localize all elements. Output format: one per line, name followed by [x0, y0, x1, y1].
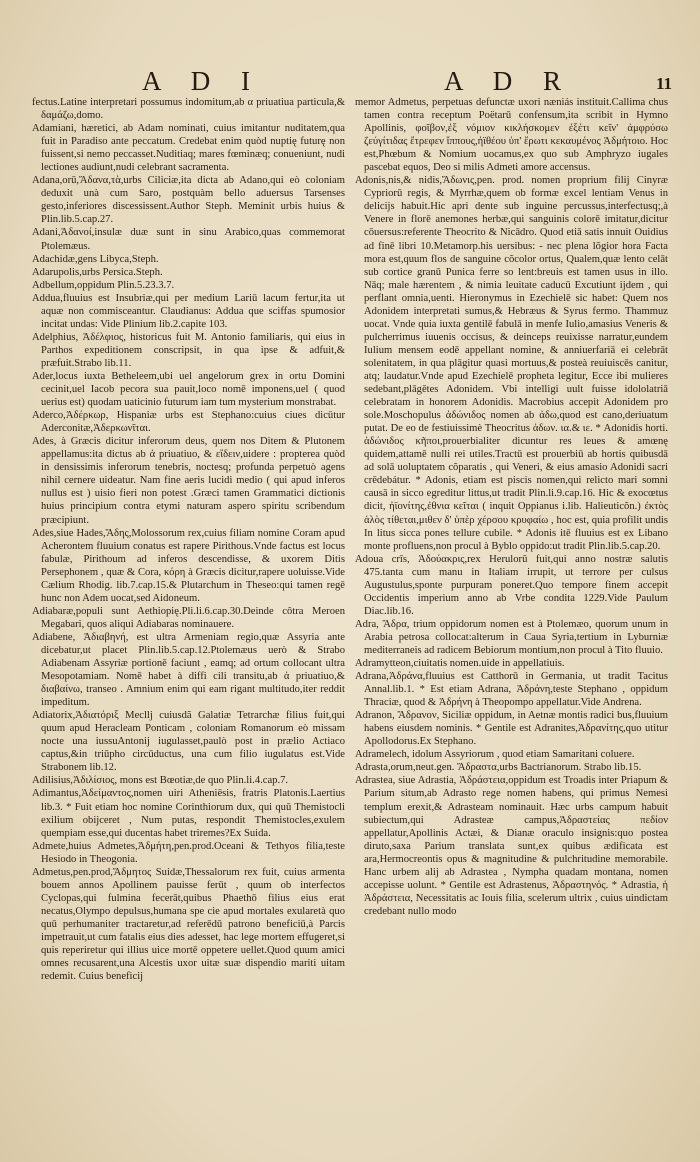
dictionary-entry: memor Admetus, perpetuas defunctæ uxori næniás instituit.Callima chus tamen contra receptum Poëtarū confensum,ita scribit in Hymno Apollinis, φοῖβον,ἐξ νόμιον κικλήσκομεν ἐξέτι κεῖν' ἀμφρύσω ζεύγίτιδας ἔτρεφεν ἵππους,ἠϊθέου ὑπ' ἔρωτι κεκαυμένος Ἀδμήτοιο. Hoc est,Phœbum & Nomium uocamus,ex quo sub Amphryzo iugales pascebat equos, Deo si milis Admeti amore accensus.	[355, 97, 668, 174]
right-column	[355, 96, 674, 1152]
dictionary-entry: Adilisius,Ἀδιλίσιος, mons est Bœotiæ,de quo Plin.li.4.cap.7.	[32, 775, 289, 787]
dictionary-entry: Adramelech, idolum Assyriorum , quod etiam Samaritani coluere.	[355, 749, 635, 761]
dictionary-entry: Adimantus,Ἀδείμαντος,nomen uiri Atheniēsis, fratris Platonis.Laertius lib.3. * Fuit etiam hoc nomine Corinthiorum dux, qui quū Themistocli exilium obijceret , Num putas, respondit Themistocles,exulem quempiam esse,qui ducentas habet triremes?Ex Suida.	[32, 788, 345, 839]
dictionary-entry: Adranon, Ἄδρανον, Siciliæ oppidum, in Aetnæ montis radici bus,fluuium habens eiusdem nominis. * Gentile est Adranites,Ἀδρανίτης,quo utitur Apollodorus.Ex Stephano.	[355, 710, 668, 748]
dictionary-entry: Adonis,nis,& nidis,Ἄδωνις,pen. prod. nomen proprium filij Cinyræ Cypriorū regis, & Myrrhæ,quem ob formæ excel lentiam Venus in delicijs habuit.Hic apri dente sub inguine percussus,interfectusq;,à Venere in florē anemones herbæ,qui sanguinis colorē imitatur,dicitur cōuersus:referente Theocrito & Nicādro. Quod etiā satis innuit Ouidius ad finē libri 10.Metamorp.his uersibus: - nec plena lõgior hora Facta mora est,quum flos de sanguine cõcolor ortus, Qualem,quæ lento celāt sub cortice granū Punica ferre so lent:breuis est tamen usus in illo. Nāq; male hærentem , & nimia leuitate caducū Excutiunt ijdem , qui perflant omnia,uenti. Hieronymus in Ezechielē sic habet: Quem nos Adonidem interpretati sumus,& Hebræus & Syrus fermo. Thammuz uocat. Vnde quia iuxta gentilē fabulā in menfe Iulio,amasius Veneris & pulcherrimus iuuenis occisus, & deinceps reuixisse narratur,eundem Iulium mensem eodē appellant nomine, & anniuerfariā ei celebrāt solenitatem, in qua plāgitur quasi mortuus,& posteà reuiuiscēs canitur, atq; laudatur.Vnde apud Ezechielē propheta legitur, Ecce ibi mulieres sedebant,plāgētes Adonidem. Vbi intelligi uult fuisse idololatriā celebratam in honorem Adonidis. Macrobius accepit Adonidem pro sole.Moschopulus ἀδώνιδος nomen ab ἀδω,quod est cano,deriuatum putat. De eo de festiuissimè Theocritus ἀδων. ια.& ιε. * Adonidis horti. ἀδώνιδος κῆποι,prouerbialiter dicuntur res leues & amœnę quidem,attamē nulli rei utiles.Tractū est prouerbiū ab hortis quibusdā ad solā uoluptatem cõparatis , qui Veneri, & eius amasio Adonidi sacri crēdebátur. * Adonis, etiam est piscis nomen,qui relicto mari somni causā in sicco egreditur littus,ut tradit Plin.li.9.cap.16. Hic & exocœtus dicit, ἠϊονίτης,ἐθνια κεῖται ( inquit Oppianus i.lib. Halieuticõn.) ἐκτὸς ἁλὸς τίθεται,μιθεν δ' ὑπὲρ χέρσου κρυφαίω , hoc est, quia profilit undis In litus sicca pones tellure cubile. * Adonis itē fluuius est ex Libano monte profluens,non procul à Byblo oppido:ut tradit Plin.lib.5.cap.20.	[355, 175, 668, 552]
dictionary-entry: Adra, Ἄδρα, trium oppidorum nomen est à Ptolemæo, quorum unum in Arabia petrosa collocat:alterum in Caua Syria,tertium in Lyburniæ mediterraneis ad radicem Bebiorum montium,non procul à Tito fluuio.	[355, 618, 668, 656]
page-number: 11	[655, 74, 672, 93]
dictionary-entry: Adachidæ,gens Libyca,Steph.	[32, 253, 159, 265]
dictionary-entry: fectus.Latine interpretari possumus indomitum,ab α priuatiua particula,& δαμάζω,domo.	[32, 97, 345, 122]
dictionary-entry: Ades, à Græcis dicitur inferorum deus, quem nos Ditem & Plutonem appellamus:ita dictus ab ἀ priuatiuo, & εἴδειν,uidere : propterea quòd in densissimis inferorum tenebris, noctesq; profunda perpetuò agens nihil cernere uideatur. Nam fine aeris lucidi medio ( qui apud inferos nullus est ) uisio fieri non potest .Græci tamen Grammatici dictionis huius principium contra etymi naturam aspero spiritu scribendum præcipiunt.	[32, 436, 345, 526]
left-column	[24, 96, 345, 1152]
dictionary-entry: Addua,fluuius est Insubriæ,qui per medium Lariū lacum fertur,ita ut aquæ non commisceantur. Claudianus: Addua que sciffas spumosior incitat undas: Vide Plinium lib.2.capite 103.	[32, 292, 345, 330]
left-heading: A D I	[142, 66, 262, 96]
dictionary-entry: Admetus,pen.prod,Ἄδμητος Suidæ,Thessalorum rex fuit, cuius armenta bouem annos Apollinem pauisse ferūt , quum ob interfectos Cyclopas,qui fulmina fecerāt,quibus Phaethō filius eius erat necatus,Olympo depulsus,humana spe cie apud mortales exularetà quo quū perhumaniter tractaretur,ad referēdū patrono beneficiū,à Parcis impetrauit,ut cum fatalis eius dies adesset, hac lege mortem effugeret,si quis reperiretur qui illius uice mortē oppetere uellet.Quod quum amici omnes recusarent,una Alcestis uxor uitæ suæ dispendio mariti uitam redemit. Cuius beneficij	[32, 866, 345, 983]
dictionary-entry: Adramytteon,ciuitatis nomen.uide in appellatiuis.	[355, 658, 565, 670]
dictionary-entry: Adrasta,orum,neut.gen. Ἄδραστα,urbs Bactrianorum. Strabo lib.15.	[355, 762, 642, 774]
dictionary-entry: Adoua crīs, Ἀδούακρις,rex Herulorū fuit,qui anno nostræ salutis 475.tanta cum manu in Italiam irrupit, ut terrore per culsus Augustulus,sponte purpuram poneret.Quo tempore finem accepit Occidentis imperium anno ab Vrbe condita 1229.Vide Paulum Diac.lib.16.	[355, 553, 668, 617]
dictionary-entry: Admete,huius Admetes,Ἀδμήτη,pen.prod.Oceani & Tethyos filia,teste Hesiodo in Theogonia.	[32, 840, 345, 865]
dictionary-entry: Ader,locus iuxta Betheleem,ubi uel angelorum grex in ortu Domini cecinit,uel Iacob pecora sua pauit,loco nomē imponens,uel ( quod uerius est) quodam uaticinio futurum iam tum mysterium monstrabat.	[32, 370, 345, 409]
dictionary-entry: Adelphius, Ἀδέλφιος, historicus fuit M. Antonio familiaris, qui eius in Parthos expeditionem conscripsit, in qua ipse & adfuit,& præfuit.Strabo lib.11.	[32, 331, 345, 369]
dictionary-entry: Adana,orū,Ἄδανα,τὰ,urbs Ciliciæ,ita dicta ab Adano,qui eò coloniam deduxit unà cum Saro, postquàm bello aduersus Tarsenses gesto,inferiores discessissent.Author Steph. Meminit urbis huius & Plin.lib.5.cap.27.	[32, 175, 345, 226]
dictionary-entry: Adarupolis,urbs Persica.Steph.	[32, 266, 163, 278]
dictionary-entry: Adrana,Ἀδράνα,fluuius est Catthorū in Germania, ut tradit Tacitus Annal.lib.1. * Est etiam Adrana, Ἀδράνη,teste Stephano , oppidum Thraciæ, quod & Ἀδρήνη à Theopompo appellatur.Vide Andrena.	[355, 671, 668, 709]
dictionary-entry: Adani,Ἀδανοί,insulæ duæ sunt in sinu Arabico,quas commemorat Ptolemæus.	[32, 227, 345, 252]
right-heading: A D R	[444, 66, 574, 96]
dictionary-entry: Adiabene, Ἀδιαβηνή, est ultra Armeniam regio,quæ Assyria ante dicebatur,ut placet Plin.lib.5.cap.12.Ptolemæus uerò & Strabo Adiabenam Assyriæ portionē faciunt , eamq; ad ortum collocant ultra Mesopotamiam. Nomē habet à diffi cili transitu,ab ἀ priuatiuo,& διαβαίνω, transeo . Amnium enim qui eam rigant multitudo,iter reddit impeditum.	[32, 631, 345, 709]
dictionary-entry: Adiabaræ,populi sunt Aethiopię.Pli.li.6.cap.30.Deinde côtra Meroen Megabari, quos aliqui Adiabaras nominauere.	[32, 605, 345, 630]
dictionary-entry: Adrastea, siue Adrastia, Ἀδράστεια,oppidum est Troadis inter Priapum & Parium situm,ab Adrasto rege nomen habens, qui primus Nemesi templum erexit,& Adrasteam nominauit. Hæc urbs campum habuit subiectum,qui Adrasteæ campus,Ἀδραστείας πεδίον appellatur,Apollinis Actæi, & Dianæ oraculo insignis:quo postea diruto,saxa Parium translata sunt,ex quibus ædificata est ara,Hermocreontis opus & magnitudine & pulchritudine memorabile. Hanc urbem alij ab Adrastea , Nympha quadam montana, nomen accepisse uolunt. * Gentile est Adrastenus, Ἀδραστηνός. * Adrastia, ἡ Ἀδράστεια, Necessitatis ac Iouis filia, scelerum ultrix , cuius uindictam credebant nullo modo	[355, 775, 668, 917]
dictionary-entry: Aderco,Ἀδέρκωρ, Hispaniæ urbs est Stephano:cuius ciues dicūtur Aderconitæ,Ἀδερκωνῖται.	[32, 410, 345, 435]
dictionary-entry: Ades,siue Hades,Ἅδης,Molossorum rex,cuius filiam nomine Coram apud Acherontem fluuium conatus est rapere Pirithous.Vnde factus est locus fabulæ, Pirithoum ad inferos descendisse, & uxorem Ditis Persephonem , quæ & Cora, κόρη à Græcis dicitur,rapere uoluisse.Vide Cælium Rhodig. lib.7.cap.15.& Plutarchum in Theseo:qui tamen regē hunc non Adem uocat,sed Aidoneum.	[32, 527, 345, 604]
dictionary-entry: Adbellum,oppidum Plin.5.23.3.7.	[32, 279, 175, 291]
dictionary-entry: Adamiani, hæretici, ab Adam nominati, cuius imitantur nuditatem,qua fuit in Paradiso ante peccatum. Credebat enim quòd nuptię futurę non fuissent,si nemo peccasset.Nuditiaq; mares fœminæq; conueniunt, nudi lectiones audiunt,nudi celebrant sacramenta.	[32, 123, 345, 174]
dictionary-entry: Adiatorix,Ἀδιατόριξ Mecllj cuiusdã Galatiæ Tetrarchæ filius fuit,qui quum apud Heracleam Ponticam , coloniam Romanorum eò missam nocte una iussuAntonij iugulasset,paulò post in prælio Actiaco captus,&in triūpho circūductus, una cum filio iugulatus est.Vide Strabonem lib.12.	[32, 710, 345, 774]
two-column-body	[24, 96, 674, 1152]
